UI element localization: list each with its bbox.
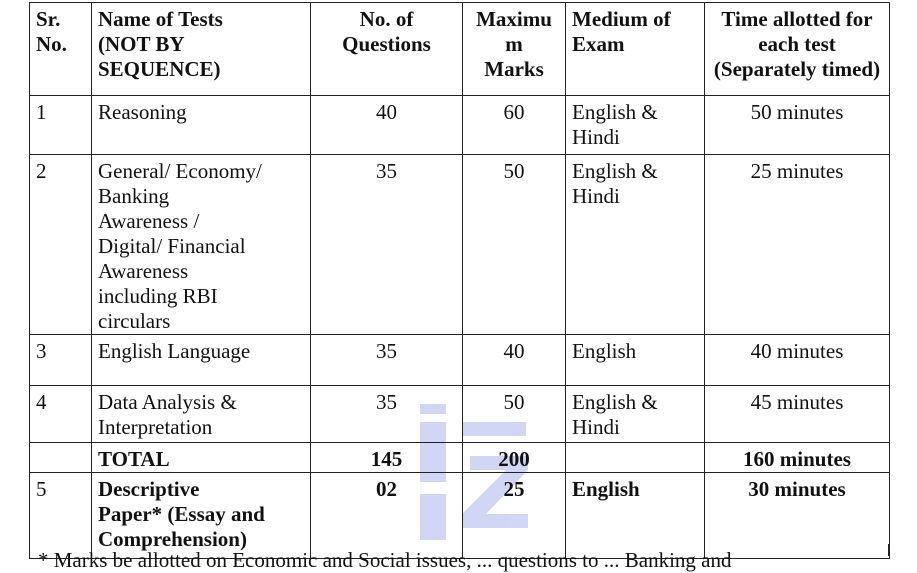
cell-marks: 50 — [463, 155, 566, 335]
cell-sr: 3 — [30, 335, 92, 386]
cell-marks: 50 — [463, 386, 566, 443]
cell-marks: 200 — [463, 443, 566, 473]
cell-sr: 2 — [30, 155, 92, 335]
cell-questions: 35 — [311, 386, 463, 443]
header-sr: Sr. No. — [30, 3, 92, 96]
cell-name: Data Analysis & Interpretation — [92, 386, 311, 443]
cell-time: 45 minutes — [705, 386, 890, 443]
footnote-row-cut — [29, 544, 889, 572]
cell-time: 30 minutes — [705, 473, 890, 559]
cell-name: English Language — [92, 335, 311, 386]
header-name: Name of Tests (NOT BY SEQUENCE) — [92, 3, 311, 96]
cell-medium — [566, 443, 705, 473]
cell-name: Reasoning — [92, 96, 311, 155]
cell-sr — [30, 443, 92, 473]
cell-name: TOTAL — [92, 443, 311, 473]
cell-name: General/ Economy/ Banking Awareness / Digital/ Financial Awareness including RBI circulars — [92, 155, 311, 335]
header-medium: Medium of Exam — [566, 3, 705, 96]
cell-questions: 35 — [311, 335, 463, 386]
footnote-text: * Marks be allotted on Economic and Social issues, ... questions to ... Banking and — [38, 548, 732, 572]
cell-medium: English & Hindi — [566, 96, 705, 155]
cell-questions: 145 — [311, 443, 463, 473]
exam-pattern-table — [29, 2, 890, 559]
table-header-row — [30, 3, 890, 96]
cell-time: 40 minutes — [705, 335, 890, 386]
cell-sr: 4 — [30, 386, 92, 443]
cell-time: 160 minutes — [705, 443, 890, 473]
cell-medium: English & Hindi — [566, 386, 705, 443]
cell-medium: English — [566, 473, 705, 559]
cell-marks: 40 — [463, 335, 566, 386]
table-row — [30, 335, 890, 386]
cell-questions: 40 — [311, 96, 463, 155]
cell-sr: 1 — [30, 96, 92, 155]
cell-time: 25 minutes — [705, 155, 890, 335]
table-row — [30, 96, 890, 155]
table-row — [30, 155, 890, 335]
cell-questions: 02 — [311, 473, 463, 559]
cell-questions: 35 — [311, 155, 463, 335]
header-time: Time allotted for each test (Separately timed) — [705, 3, 890, 96]
total-row — [30, 443, 890, 473]
cell-marks: 60 — [463, 96, 566, 155]
cell-sr: 5 — [30, 473, 92, 559]
cell-medium: English — [566, 335, 705, 386]
header-questions: No. of Questions — [311, 3, 463, 96]
cell-time: 50 minutes — [705, 96, 890, 155]
cell-marks: 25 — [463, 473, 566, 559]
cell-name: Descriptive Paper* (Essay and Comprehension) — [92, 473, 311, 559]
cell-medium: English & Hindi — [566, 155, 705, 335]
header-marks: Maximu m Marks — [463, 3, 566, 96]
table-row — [30, 386, 890, 443]
